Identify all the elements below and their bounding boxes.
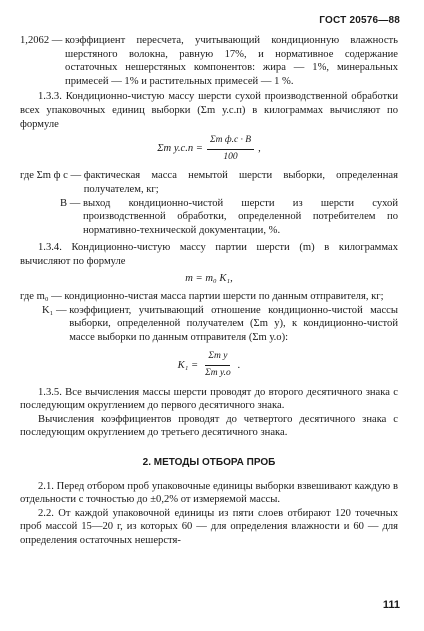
where-2-text-1: кондиционно-чистая масса партии шерсти по данным отправителя, кг; (64, 291, 384, 303)
formula-1 (20, 134, 398, 164)
formula-3-lhs: K₁ = (177, 359, 199, 371)
where-2-item-1 (20, 290, 398, 304)
paragraph-1-3-5-b: Вычисления коэффициентов проводят до четвертого десятичного знака с последующим округлением до третьего десятичного знака. (20, 413, 398, 439)
formula-3 (20, 350, 398, 380)
formula-3-numerator: Σm у (205, 350, 230, 366)
formula-1-fraction (207, 134, 254, 164)
where-1-item-1 (20, 169, 398, 196)
paragraph-2-2: 2.2. От каждой упаковочной единицы из пяти слоев отбирают 120 точечных проб массой 15—20 г, из которых 60 — для определения влажности и 60 — для определения остаточных нешерстя- (20, 507, 398, 546)
where-1-symbol-1: Σm ф с — (36, 170, 82, 182)
formula-1-numerator: Σm ф.с · B (207, 134, 254, 150)
coefficient-label: 1,2062 — (20, 35, 63, 46)
where-2-symbol-1: m₀ — (36, 291, 62, 303)
section-heading: 2. МЕТОДЫ ОТБОРА ПРОБ (142, 457, 276, 469)
where-2-item-2 (20, 304, 398, 345)
where-1-intro: где (20, 170, 34, 182)
coefficient-text: коэффициент пересчета, учитывающий кондиционную влажность шерстяного волокна, равную 17%, и нормативное содержание остаточных нешерстяных компонентов: жира — 1%, минеральных примесей — 1% и растительных примесей — 1 %. (65, 35, 398, 87)
formula-3-denominator: Σm у.о (205, 368, 231, 379)
formula-3-fraction (202, 350, 234, 380)
where-2-symbol-2: K₁ — (42, 304, 67, 316)
coefficient-definition (20, 34, 398, 88)
where-2-text-2: коэффициент, учитывающий отношение кондиционно-чистой массы выборки, определенной получателем (Σm у), к кондиционно-чистой массе выборки по данным отправителя (Σm у.о): (69, 304, 398, 343)
where-1-text-1: фактическая масса немытой шерсти выборки, определенная получателем, кг; (83, 170, 398, 195)
formula-3-tail: . (237, 359, 241, 371)
formula-1-tail: , (258, 143, 261, 155)
where-1-item-2 (20, 197, 398, 238)
page-number: 111 (382, 599, 400, 612)
page-body (20, 34, 398, 548)
formula-2 (20, 272, 398, 286)
paragraph-1-3-3: 1.3.3. Кондиционно-чистую массу шерсти сухой производственной обработки всех упаковочных единиц выборки (Σm у.с.п) в килограммах вычисляют по формуле (20, 91, 398, 130)
paragraph-1-3-5: 1.3.5. Все вычисления массы шерсти проводят до второго десятичного знака с последующим округлением до первого десятичного знака. (20, 386, 398, 412)
where-1-symbol-2: B — (60, 197, 81, 209)
where-1-text-2: выход кондиционно-чистой шерсти из шерсти сухой производственной обработки, определенной потребителем по нормативно-технической документации, %. (82, 197, 398, 236)
paragraph-1-3-4: 1.3.4. Кондиционно-чистую массу партии шерсти (m) в килограммах вычисляют по формуле (20, 242, 398, 267)
formula-1-lhs: Σm у.с.п = (157, 143, 203, 155)
formula-1-denominator: 100 (223, 151, 238, 162)
paragraph-2-1: 2.1. Перед отбором проб упаковочные единицы выборки взвешивают каждую в отдельности с точностью до ±0,2% от измеряемой массы. (20, 480, 398, 506)
formula-2-expression: m = m₀ K₁, (185, 272, 233, 284)
standard-header: ГОСТ 20576—88 (319, 15, 400, 26)
where-2-intro: где (20, 291, 34, 303)
